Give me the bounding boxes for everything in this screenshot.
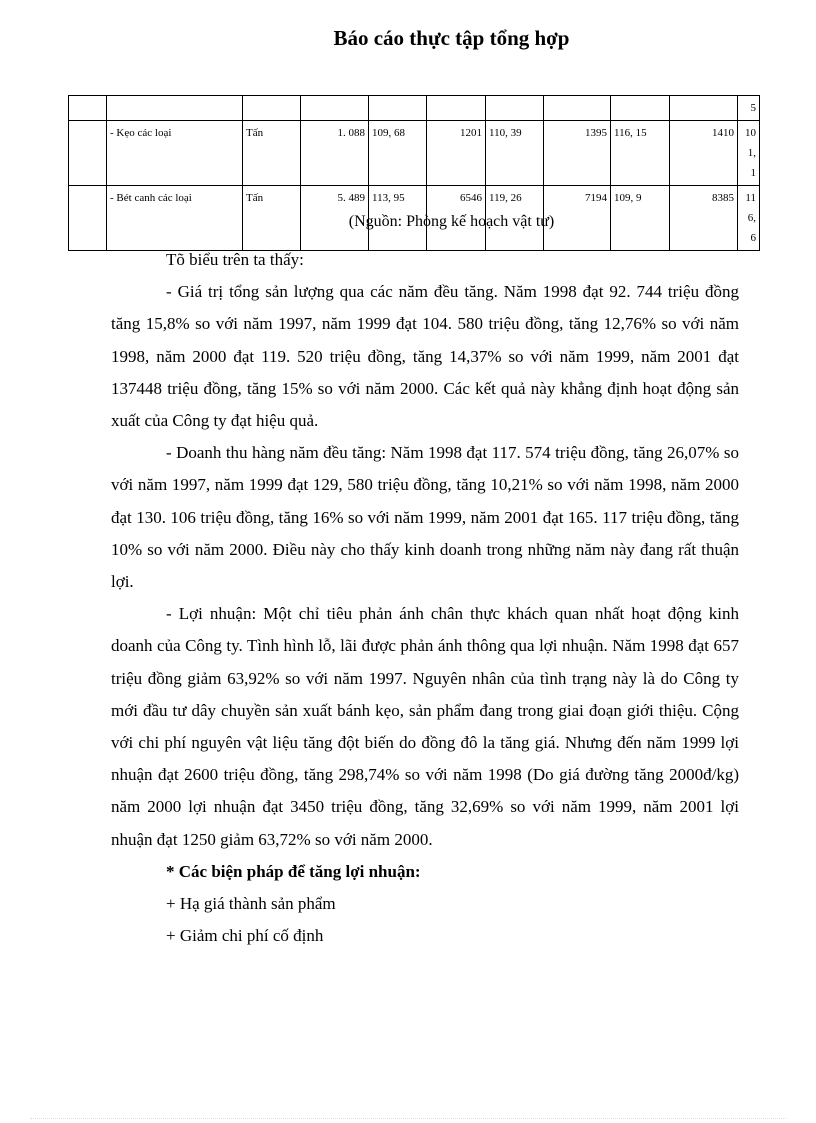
table-cell-percent-2 (486, 96, 544, 121)
table-cell-percent-1 (369, 96, 427, 121)
table-cell-percent-4: 5 (738, 96, 760, 121)
measure-item: + Hạ giá thành sản phẩm (166, 894, 336, 914)
table-cell-value-4: 8385 (670, 186, 738, 251)
table-cell-name (107, 96, 243, 121)
table-cell-percent-4: 101, 1 (738, 121, 760, 186)
table-cell-percent-4: 116, 6 (738, 186, 760, 251)
table-cell-value-1: 5. 489 (301, 186, 369, 251)
table-cell-value-2: 6546 (427, 186, 486, 251)
table-row (69, 121, 760, 186)
table-cell-value-2 (427, 96, 486, 121)
measures-heading: * Các biện pháp để tăng lợi nhuận: (166, 861, 421, 881)
table-cell-no (69, 121, 107, 186)
table-cell-percent-2: 119, 26 (486, 186, 544, 251)
page-title: Báo cáo thực tập tổng hợp (333, 26, 570, 50)
table-cell-value-1: 1. 088 (301, 121, 369, 186)
table-cell-name: - Kẹo các loại (107, 121, 243, 186)
measure-item: + Giảm chi phí cố định (166, 926, 324, 946)
table-cell-value-3: 7194 (544, 186, 611, 251)
table-cell-percent-3: 109, 9 (611, 186, 670, 251)
intro-paragraph: Tõ biểu trên ta thấy: (166, 250, 304, 269)
page-bottom-divider (30, 1118, 786, 1119)
table-cell-name: - Bét canh các loại (107, 186, 243, 251)
table-cell-value-3: 1395 (544, 121, 611, 186)
revenue-paragraph: - Doanh thu hàng năm đều tăng: Năm 1998 đạt 117. 574 triệu đồng, tăng 26,07% so với năm 1997, năm 1999 đạt 129, 580 triệu đồng, tăng 10,21% so với năm 1998, năm 2000 đạt 130. 106 triệu đồng, tăng 16% so với năm 1999, năm 2001 đạt 165. 117 triệu đồng, tăng 10% so với năm 2000. Điều này cho thấy kinh doanh trong những năm này đang rất thuận lợi. (111, 443, 739, 592)
table-cell-unit (243, 96, 301, 121)
source-note: (Nguồn: Phòng kế hoạch vật tư) (348, 213, 555, 230)
profit-paragraph: - Lợi nhuận: Một chỉ tiêu phản ánh chân thực khách quan nhất hoạt động kinh doanh của Công ty. Tình hình lỗ, lãi được phản ánh thông qua lợi nhuận. Năm 1998 đạt 657 triệu đồng giảm 63,92% so với năm 1997. Nguyên nhân của tình trạng này là do Công ty mới đầu tư dây chuyền sản xuất bánh kẹo, sản phẩm đang trong giai đoạn giới thiệu. Cộng với chi phí nguyên vật liệu tăng đột biến do đồng đô la tăng giá. Nhưng đến năm 1999 lợi nhuận đạt 2600 triệu đồng, tăng 298,74% so với năm 1998 (Do giá đường tăng 2000đ/kg) năm 2000 lợi nhuận đạt 3450 triệu đồng, tăng 32,69% so với năm 1999, năm 2001 lợi nhuận đạt 1250 giảm 63,72% so với năm 2000. (111, 604, 739, 849)
table-cell-no (69, 96, 107, 121)
table-cell-value-4: 1410 (670, 121, 738, 186)
table-cell-percent-3: 116, 15 (611, 121, 670, 186)
table-cell-percent-2: 110, 39 (486, 121, 544, 186)
output-value-paragraph: - Giá trị tổng sản lượng qua các năm đều tăng. Năm 1998 đạt 92. 744 triệu đồng tăng 15,8% so với năm 1997, năm 1999 đạt 104. 580 triệu đồng, tăng 12,76% so với năm 1998, năm 2000 đạt 119. 520 triệu đồng, tăng 14,37% so với năm 1999, năm 2001 đạt 137448 triệu đồng, tăng 15% so với năm 2000. Các kết quả này khẳng định hoạt động sản xuất của Công ty đạt hiệu quả. (111, 282, 739, 431)
table-cell-value-2: 1201 (427, 121, 486, 186)
table-cell-percent-1: 113, 95 (369, 186, 427, 251)
table-cell-unit: Tấn (243, 186, 301, 251)
table-cell-value-3 (544, 96, 611, 121)
table-cell-unit: Tấn (243, 121, 301, 186)
table-cell-percent-3 (611, 96, 670, 121)
table-cell-percent-1: 109, 68 (369, 121, 427, 186)
report-body (111, 244, 739, 952)
table-cell-value-1 (301, 96, 369, 121)
table-cell-value-4 (670, 96, 738, 121)
table-row (69, 96, 760, 121)
